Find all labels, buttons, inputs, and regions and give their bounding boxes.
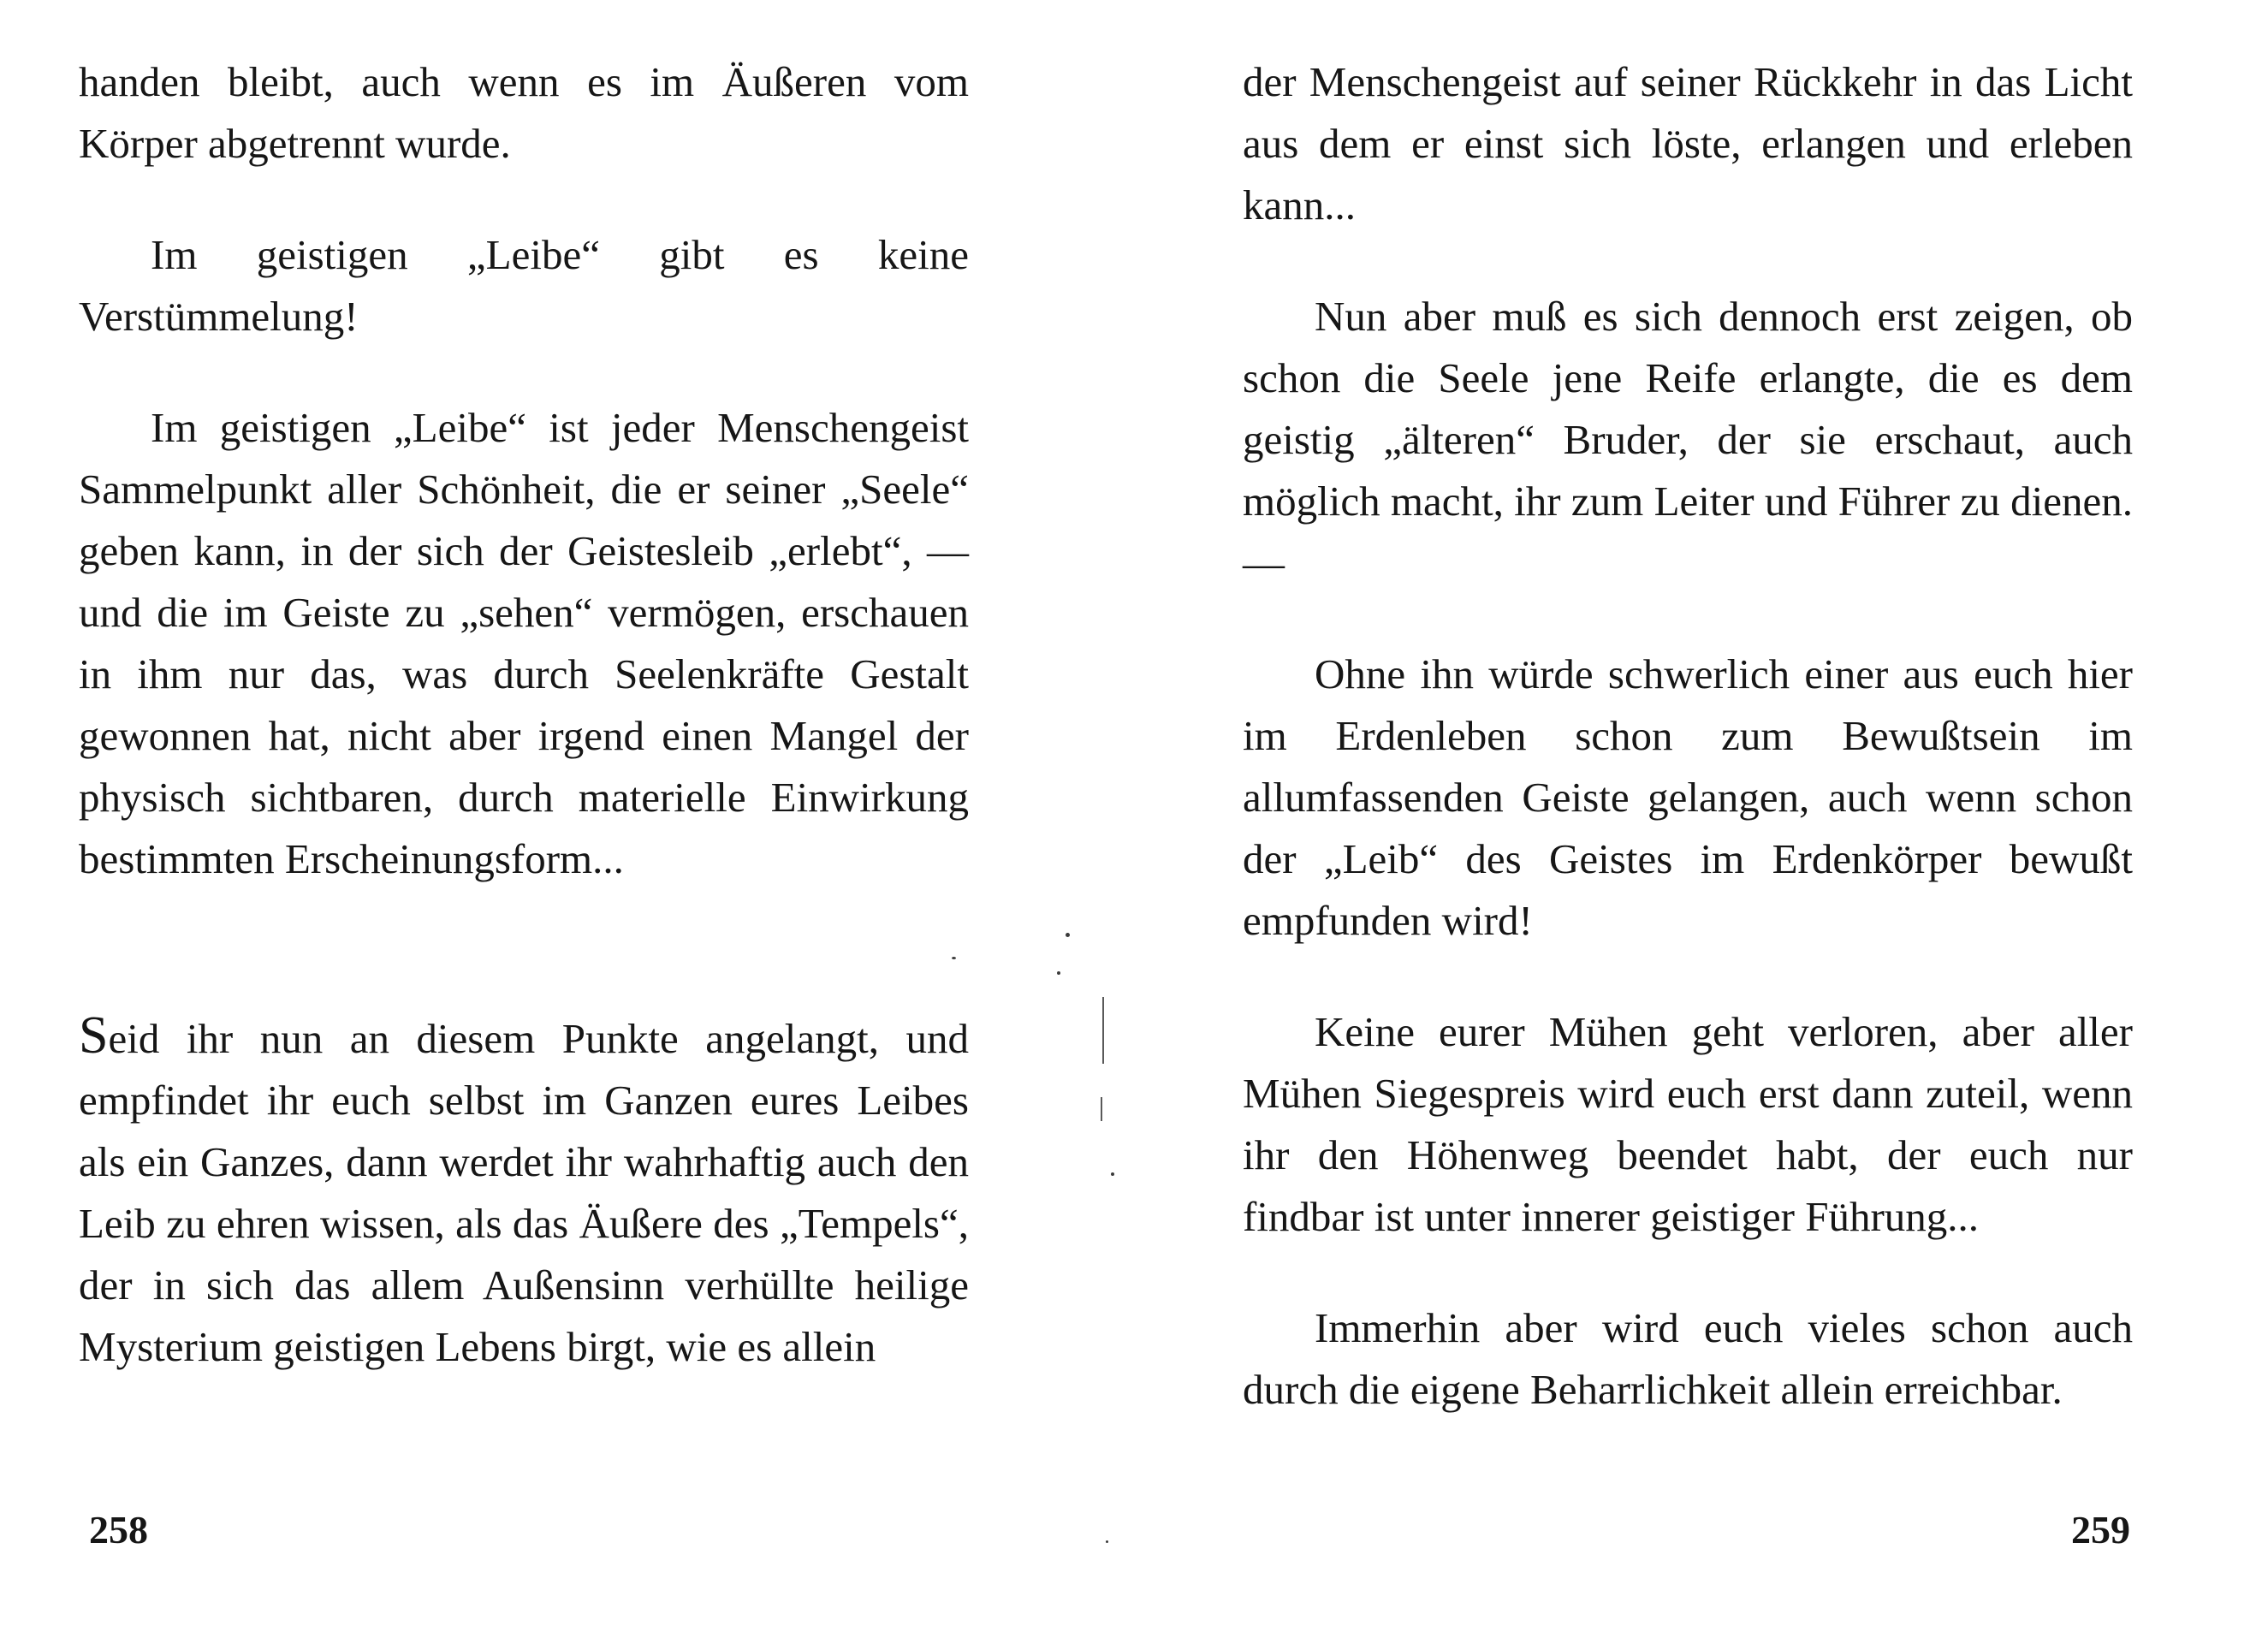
gutter-mark: [1102, 997, 1104, 1064]
left-page: [79, 51, 969, 1378]
paragraph-right-3: Ohne ihn würde schwerlich einer aus euch hier im Erdenleben schon zum Bewußtsein im allumfassenden Geiste gelangen, auch wenn schon der „Leib“ des Geistes im Erdenkörper bewußt empfunden wird!: [1243, 650, 2133, 944]
paragraph-right-1: der Menschengeist auf seiner Rückkehr in das Licht aus dem er einst sich löste, erlangen und erleben kann...: [1243, 58, 2133, 228]
section-opening-paragraph: [79, 1008, 969, 1378]
paragraph-left-2: Im geistigen „Leibe“ gibt es keine Verstümmelung!: [79, 231, 969, 340]
margin-speck: [952, 957, 956, 959]
gutter-speck: [1057, 971, 1060, 975]
page-number-right: 259: [2071, 1508, 2130, 1552]
right-page: [1243, 51, 2133, 1421]
paragraph-right-5: Immerhin aber wird euch vieles schon auch durch die eigene Beharrlichkeit allein erreichbar.: [1243, 1304, 2133, 1413]
gutter-speck: [1111, 1172, 1114, 1176]
paragraph-left-3: Im geistigen „Leibe“ ist jeder Menschengeist Sammelpunkt aller Schönheit, die er seiner „Seele“ geben kann, in der sich der Geistesleib „erlebt“, — und die im Geiste zu „sehen“ vermögen, erschauen in ihm nur das, was durch Seelenkräfte Gestalt gewonnen hat, nicht aber irgend einen Mangel der physisch sichtbaren, durch materielle Einwirkung bestimmten Erscheinungsform...: [79, 404, 969, 882]
paragraph-right-2: Nun aber muß es sich dennoch erst zeigen, ob schon die Seele jene Reife erlangte, die es dem geistig „älteren“ Bruder, der sie erschaut, auch möglich macht, ihr zum Leiter und Führer zu dienen. —: [1243, 293, 2133, 586]
drop-cap-initial: S: [79, 1006, 109, 1065]
gutter-speck: [1106, 1540, 1108, 1543]
section-opening-text: eid ihr nun an diesem Punkte angelangt, und empfindet ihr euch selbst im Ganzen eures Leibes als ein Ganzes, dann werdet ihr wahrhaftig auch den Leib zu ehren wissen, als das Äußere des „Tempels“, der in sich das allem Außensinn verhüllte heilige Mysterium geistigen Lebens birgt, wie es allein: [79, 1015, 969, 1370]
gutter-mark: [1101, 1097, 1102, 1121]
page-number-left: 258: [89, 1508, 148, 1552]
gutter-speck: [1066, 933, 1070, 937]
paragraph-right-4: Keine eurer Mühen geht verloren, aber aller Mühen Siegespreis wird euch erst dann zuteil, wenn ihr den Höhenweg beendet habt, der euch nur findbar ist unter innerer geistiger Führung...: [1243, 1008, 2133, 1240]
paragraph-left-1: handen bleibt, auch wenn es im Äußeren vom Körper abgetrennt wurde.: [79, 58, 969, 167]
